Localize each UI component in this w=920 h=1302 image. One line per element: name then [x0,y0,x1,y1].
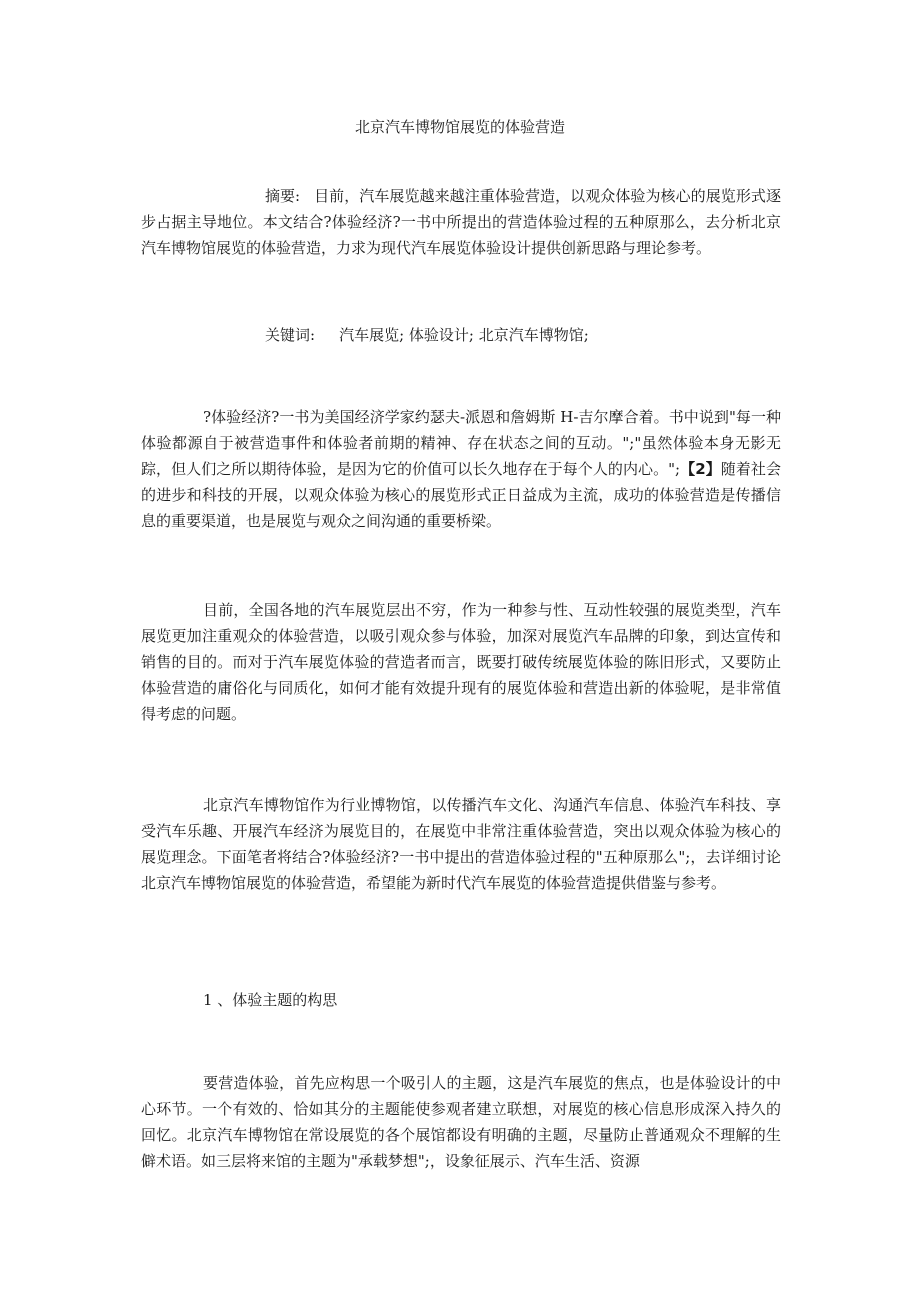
abstract-label: 摘要: [265,187,301,205]
section-1-paragraph: 要营造体验，首先应构思一个吸引人的主题，这是汽车展览的焦点，也是体验设计的中心环节。一个有效的、恰如其分的主题能使参观者建立联想，对展览的核心信息形成深入持久的回忆。北京汽车博物馆在常设展览的各个展馆都设有明确的主题，尽量防止普通观众不理解的生僻术语。如三层将来馆的主题为"承载梦想";，设象征展示、汽车生活、资源 [141,1074,781,1170]
document-title: 北京汽车博物馆展览的体验营造 [354,118,565,136]
body-paragraph-3: 北京汽车博物馆作为行业博物馆，以传播汽车文化、沟通汽车信息、体验汽车科技、享受汽车乐趣、开展汽车经济为展览目的，在展览中非常注重体验营造，突出以观众体验为核心的展览理念。下面笔者将结合?体验经济?一书中提出的营造体验过程的"五种原那么";，去详细讨论北京汽车博物馆展览的体验营造，希望能为新时代汽车展览的体验营造提供借鉴与参考。 [141,796,781,892]
keywords-paragraph [141,322,781,348]
paragraph-1-before: ?体验经济?一书为美国经济学家约瑟夫-派恩和詹姆斯 H-吉尔摩合着。书中说到"每一种体验都源自于被营造事件和体验者前期的精神、存在状态之间的互动。";"虽然体验本身无影无踪，但人们之所以期待体验，是因为它的价值可以长久地存在于每个人的内心。"; [141,408,781,478]
body-paragraph-2: 目前，全国各地的汽车展览层出不穷，作为一种参与性、互动性较强的展览类型，汽车展览更加注重观众的体验营造，以吸引观众参与体验，加深对展览汽车品牌的印象，到达宣传和销售的目的。而对于汽车展览体验的营造者而言，既要打破传统展览体验的陈旧形式，又要防止体验营造的庸俗化与同质化，如何才能有效提升现有的展览体验和营造出新的体验呢，是非常值得考虑的问题。 [141,601,781,723]
section-heading: 1 、体验主题的构思 [203,991,338,1009]
abstract-text: 目前，汽车展览越来越注重体验营造，以观众体验为核心的展览形式逐步占据主导地位。本文结合?体验经济?一书中所提出的营造体验过程的五种原那么，去分析北京汽车博物馆展览的体验营造，力求为现代汽车展览体验设计提供创新思路与理论参考。 [141,187,781,257]
keywords-label: 关键词: [265,326,316,344]
abstract-paragraph [141,183,781,261]
body-paragraph-1 [141,404,781,534]
keywords-text: 汽车展览; 体验设计; 北京汽车博物馆; [339,326,589,344]
paragraph-1-after: 随着社会的进步和科技的开展，以观众体验为核心的展览形式正日益成为主流，成功的体验营造是传播信息的重要渠道，也是展览与观众之间沟通的重要桥梁。 [141,460,781,530]
reference-marker: 【2】 [680,460,721,478]
